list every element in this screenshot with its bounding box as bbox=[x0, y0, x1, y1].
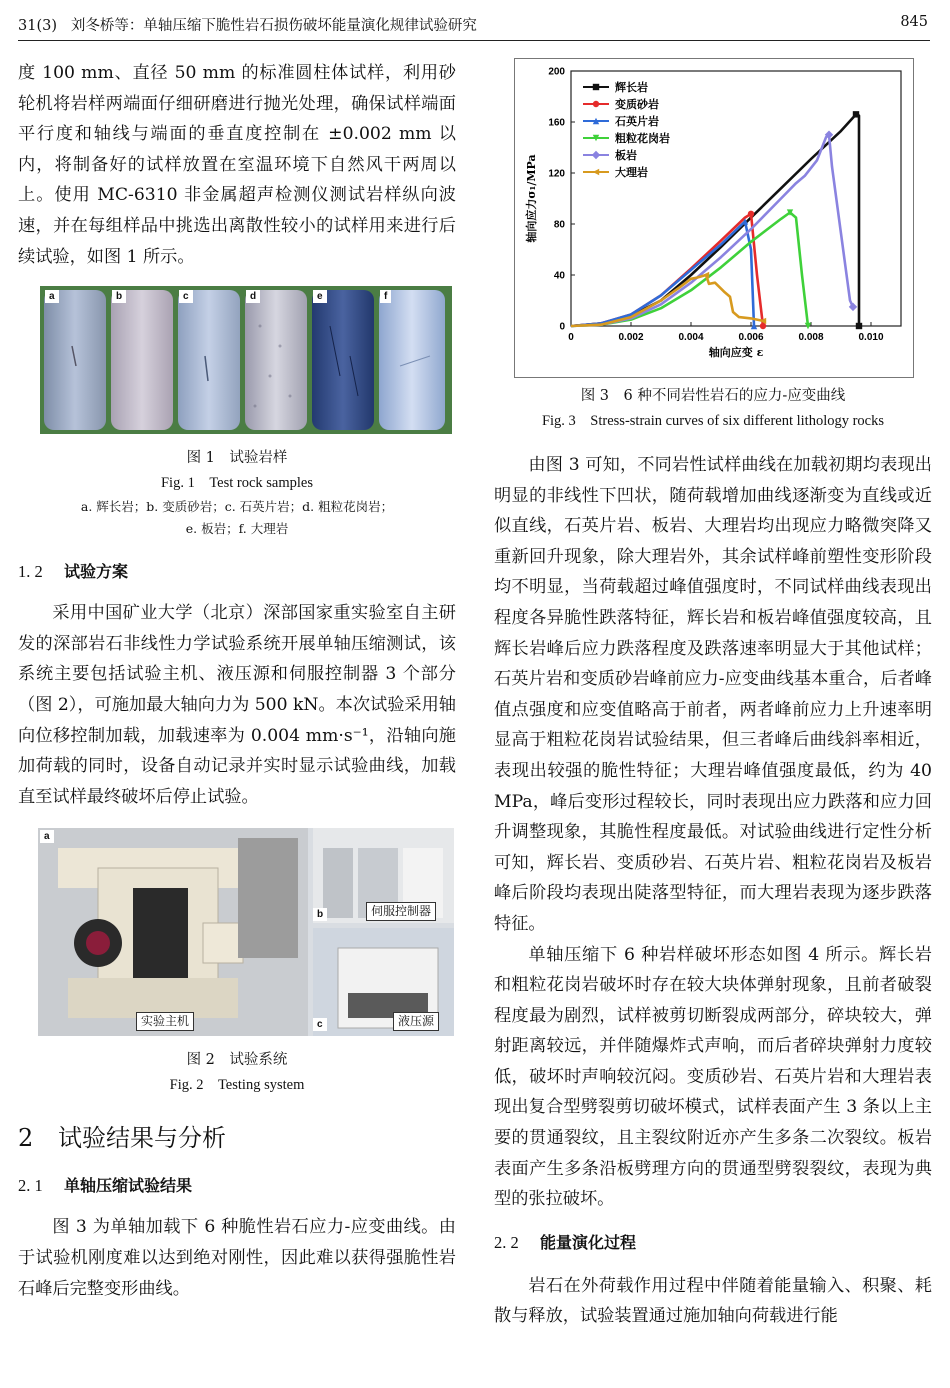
legend-label-0: 辉长岩 bbox=[615, 81, 648, 94]
fig2-hydraulic-source-label: 液压源 bbox=[393, 1012, 439, 1031]
x-axis-label: 轴向应变 ε bbox=[708, 346, 764, 359]
section-2-number: 2 bbox=[18, 1124, 34, 1153]
x-tick-label: 0.006 bbox=[738, 332, 764, 343]
left-paragraph-2: 采用中国矿业大学（北京）深部国家重实验室自主研发的深部岩石非线性力学试验系统开展单轴压缩测试，该系统主要包括试验主机、液压源和伺服控制器 3 个部分（图 2），可施加最大轴向力为 500 kN。本次试验采用轴向位移控制加载，加载速率为 0.004 mm·s⁻¹，沿轴向施加荷载的同时，设备自动记录并实时显示试验曲线，加载直至试样最终破坏后停止试验。 bbox=[18, 603, 456, 807]
left-column bbox=[18, 58, 456, 1304]
legend-label-1: 变质砂岩 bbox=[615, 98, 659, 111]
section-2-title: 试验结果与分析 bbox=[58, 1124, 226, 1153]
section-2-1-number: 2. 1 bbox=[18, 1176, 43, 1196]
sample-c bbox=[178, 290, 240, 430]
fig2-main-machine-label: 实验主机 bbox=[136, 1012, 194, 1031]
y-axis-label: 轴向应力σ₁/MPa bbox=[525, 154, 538, 243]
sample-d bbox=[245, 290, 307, 430]
legend-marker-5 bbox=[593, 169, 599, 175]
legend-label-5: 大理岩 bbox=[615, 166, 648, 179]
series-line-2 bbox=[571, 221, 754, 326]
x-tick-label: 0 bbox=[568, 332, 574, 343]
fig1-note-1: a. 辉长岩；b. 变质砂岩；c. 石英片岩；d. 粗粒花岗岩； bbox=[80, 499, 394, 515]
sample-b bbox=[111, 290, 173, 430]
series-line-4 bbox=[571, 135, 853, 326]
y-tick-label: 160 bbox=[548, 117, 565, 129]
series-line-0 bbox=[571, 114, 859, 326]
right-column bbox=[494, 58, 932, 1332]
figure-2-photo bbox=[38, 828, 454, 1036]
fig2-label-a: a bbox=[40, 830, 54, 843]
left-paragraph-3: 图 3 为单轴加载下 6 种脆性岩石应力-应变曲线。由于试验机刚度难以达到绝对刚性，因此难以获得强脆性岩石峰后完整变形曲线。 bbox=[18, 1217, 456, 1299]
legend-marker-0 bbox=[593, 84, 599, 90]
section-2-2-heading bbox=[494, 1229, 932, 1257]
header-rule bbox=[18, 40, 930, 41]
fig2-caption-en: Fig. 2 Testing system bbox=[169, 1077, 305, 1094]
series-end-marker-0 bbox=[856, 323, 862, 329]
legend-marker-1 bbox=[593, 101, 599, 107]
legend-label-4: 板岩 bbox=[615, 149, 637, 162]
right-paragraph-1: 由图 3 可知，不同岩性试样曲线在加载初期均表现出明显的非线性下凹状，随荷载增加曲线逐渐变为直线或近似直线，石英片岩、板岩、大理岩均出现应力略微突降又重新回升现象，除大理岩外，其余试样峰前塑性变形阶段均不明显，当荷载超过峰值强度时，不同试样曲线表现出程度各异脆性跌落特征，辉长岩和板岩峰值强度较高，且辉长岩峰后应力跌落程度及跌落速率明显大于其他试样；石英片岩和变质砂岩峰前应力-应变曲线基本重合，后者峰值点强度和应变值略高于前者，两者峰前应力上升速率明显高于粗粒花岗岩试验结果，但三者峰后曲线斜率相近，表现出较强的脆性特征；大理岩峰值强度最低，约为 40 MPa，峰后变形过程较长，同时表现出应力跌落和应力回升调整现象，其脆性程度最低。对试验曲线进行定性分析可知，辉长岩、变质砂岩、石英片岩、粗粒花岗岩及板岩峰后阶段均表现出陡落型特征，而大理岩表现为逐步跌落特征。 bbox=[494, 455, 932, 934]
figure-3 bbox=[494, 58, 932, 434]
section-2-heading bbox=[18, 1118, 456, 1158]
figure-2 bbox=[18, 828, 456, 1098]
stress-strain-chart bbox=[515, 59, 913, 377]
fig3-caption-cn: 图 3 6 种不同岩性岩石的应力-应变曲线 bbox=[580, 388, 846, 404]
fig2-caption-cn: 图 2 试验系统 bbox=[186, 1052, 288, 1069]
running-header bbox=[18, 14, 930, 40]
right-paragraph-3: 岩石在外荷载作用过程中伴随着能量输入、积聚、耗散与释放，试验装置通过施加轴向荷载进行能 bbox=[494, 1275, 932, 1327]
sample-f bbox=[379, 290, 445, 430]
sample-e bbox=[312, 290, 374, 430]
section-1-2-heading bbox=[18, 558, 456, 586]
series-peak-marker-1 bbox=[748, 211, 754, 217]
section-2-2-number: 2. 2 bbox=[494, 1232, 519, 1252]
figure-1 bbox=[18, 286, 456, 540]
legend-label-3: 粗粒花岗岩 bbox=[615, 132, 670, 145]
fig1-caption-cn: 图 1 试验岩样 bbox=[186, 450, 288, 467]
fig1-label-b: b bbox=[112, 290, 126, 303]
legend-label-2: 石英片岩 bbox=[615, 115, 659, 128]
fig2-label-b: b bbox=[313, 908, 327, 921]
testing-system-image bbox=[38, 828, 454, 1036]
fig1-label-c: c bbox=[179, 290, 193, 303]
y-tick-label: 200 bbox=[548, 66, 565, 78]
x-tick-label: 0.004 bbox=[678, 332, 704, 343]
fig1-label-f: f bbox=[380, 290, 391, 303]
page-number: 845 bbox=[900, 14, 928, 30]
x-tick-label: 0.002 bbox=[618, 332, 644, 343]
figure-3-frame bbox=[514, 58, 914, 378]
y-tick-label: 80 bbox=[553, 219, 565, 231]
figure-1-photo bbox=[40, 286, 452, 434]
fig1-label-e: e bbox=[313, 290, 327, 303]
fig1-note-2: e. 板岩；f. 大理岩 bbox=[185, 521, 289, 537]
fig2-servo-controller-label: 伺服控制器 bbox=[366, 902, 436, 921]
rock-samples-image bbox=[40, 286, 452, 434]
section-1-2-number: 1. 2 bbox=[18, 562, 43, 582]
series-end-marker-1 bbox=[760, 323, 766, 329]
x-tick-label: 0.010 bbox=[858, 332, 884, 343]
left-paragraph-1: 度 100 mm、直径 50 mm 的标准圆柱体试样，利用砂轮机将岩样两端面仔细研磨进行抛光处理，确保试样端面平行度和轴线与端面的垂直度控制在 ±0.002 mm 以内，将制备好的试样放置在室温环境下自然风干两周以上。使用 MC-6310 非金属超声检测仪测试岩样纵向波速，并在每组样品中挑选出离散性较小的试样用来进行后续试验，如图 1 所示。 bbox=[18, 63, 456, 267]
header-citation: 31(3) 刘冬桥等：单轴压缩下脆性岩石损伤破坏能量演化规律试验研究 bbox=[18, 18, 477, 34]
legend-marker-4 bbox=[592, 151, 600, 159]
x-tick-label: 0.008 bbox=[798, 332, 824, 343]
y-tick-label: 120 bbox=[548, 168, 565, 180]
fig1-label-a: a bbox=[45, 290, 59, 303]
fig3-caption-en: Fig. 3 Stress-strain curves of six different lithology rocks bbox=[541, 413, 885, 429]
series-peak-marker-0 bbox=[853, 111, 859, 117]
y-tick-label: 0 bbox=[559, 321, 565, 333]
fig2-label-c: c bbox=[313, 1018, 327, 1031]
right-paragraph-2: 单轴压缩下 6 种岩样破坏形态如图 4 所示。辉长岩和粗粒花岗岩破坏时存在较大块体弹射现象，且前者破裂程度最为剧烈，试样被剪切断裂成两部分，碎块较大，弹射距离较远，并伴随爆炸式声响，而后者碎块弹射力度较低，破坏时声响较沉闷。变质砂岩、石英片岩和大理岩表现出复合型劈裂剪切破坏模式，试样表面产生 3 条以上主要的贯通裂纹，且主裂纹附近亦产生多条二次裂纹。板岩表面产生多条沿板劈理方向的贯通型劈裂裂纹，表现为典型的张拉破坏。 bbox=[494, 944, 932, 1210]
y-tick-label: 40 bbox=[553, 270, 565, 282]
series-end-marker-4 bbox=[849, 303, 857, 311]
section-2-1-heading bbox=[18, 1172, 456, 1200]
section-2-1-title: 单轴压缩试验结果 bbox=[64, 1176, 193, 1196]
section-1-2-title: 试验方案 bbox=[64, 562, 129, 582]
fig1-label-d: d bbox=[246, 290, 260, 303]
section-2-2-title: 能量演化过程 bbox=[540, 1232, 637, 1252]
fig1-caption-en: Fig. 1 Test rock samples bbox=[160, 475, 314, 492]
